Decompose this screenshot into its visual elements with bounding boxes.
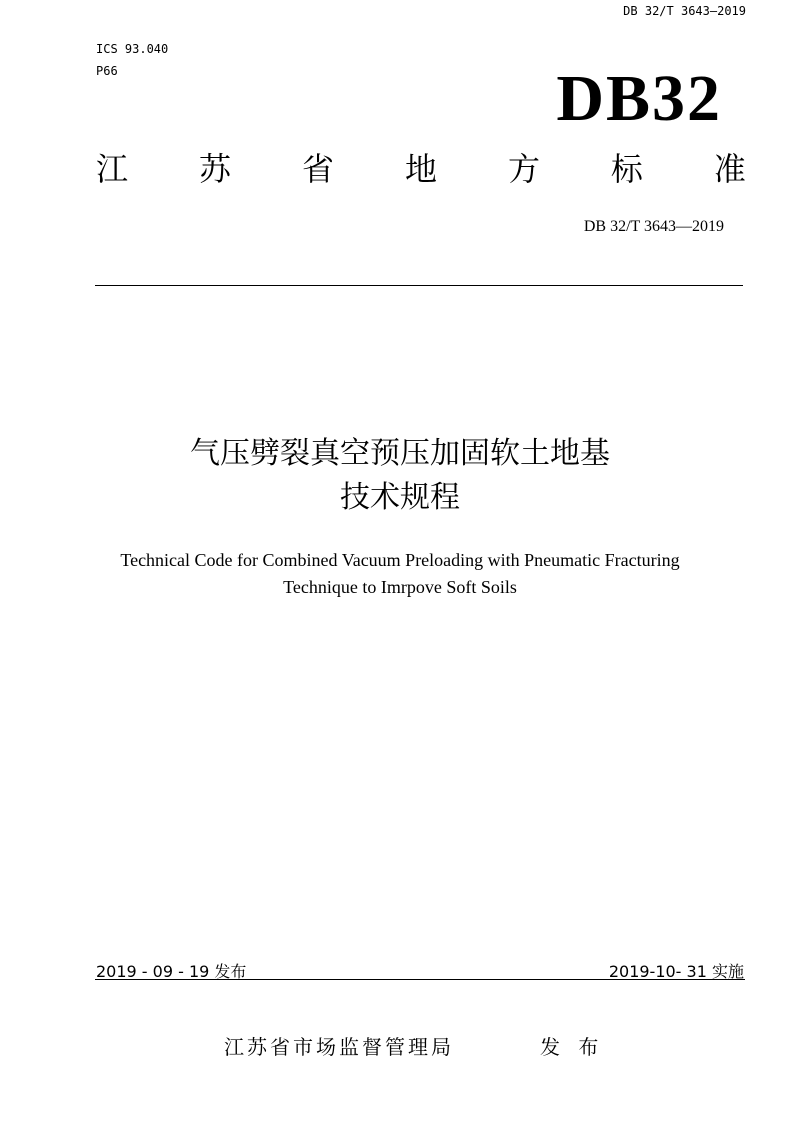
standard-type-char: 标: [610, 150, 643, 188]
title-english-line1: Technical Code for Combined Vacuum Preloading with Pneumatic Fracturing: [120, 550, 680, 570]
bottom-divider: [95, 979, 745, 980]
issuing-action: 发 布: [540, 1035, 605, 1059]
implementation-date: 2019-10- 31 实施: [608, 962, 744, 981]
title-english-line2: Technique to Imrpove Soft Soils: [283, 577, 517, 597]
issuing-authority: 江苏省市场监督管理局: [224, 1035, 454, 1059]
standard-type-heading: [96, 150, 746, 188]
ics-code: ICS 93.040: [96, 42, 169, 56]
ccs-code: P66: [96, 64, 118, 78]
standard-type-char: 省: [301, 150, 334, 188]
header-standard-code: DB 32/T 3643—2019: [623, 4, 746, 18]
standard-type-char: 准: [713, 150, 746, 188]
standard-number: DB 32/T 3643—2019: [583, 218, 724, 235]
title-chinese-line2: 技术规程: [340, 480, 460, 515]
standard-type-char: 江: [96, 150, 129, 188]
title-chinese-line1: 气压劈裂真空预压加固软土地基: [190, 436, 610, 471]
db32-logo: DB32: [556, 62, 722, 135]
issue-date: 2019 - 09 - 19 发布: [96, 962, 247, 981]
standard-type-char: 方: [507, 150, 540, 188]
standard-type-char: 地: [404, 150, 437, 188]
top-divider: [95, 285, 743, 286]
standard-type-char: 苏: [198, 150, 231, 188]
